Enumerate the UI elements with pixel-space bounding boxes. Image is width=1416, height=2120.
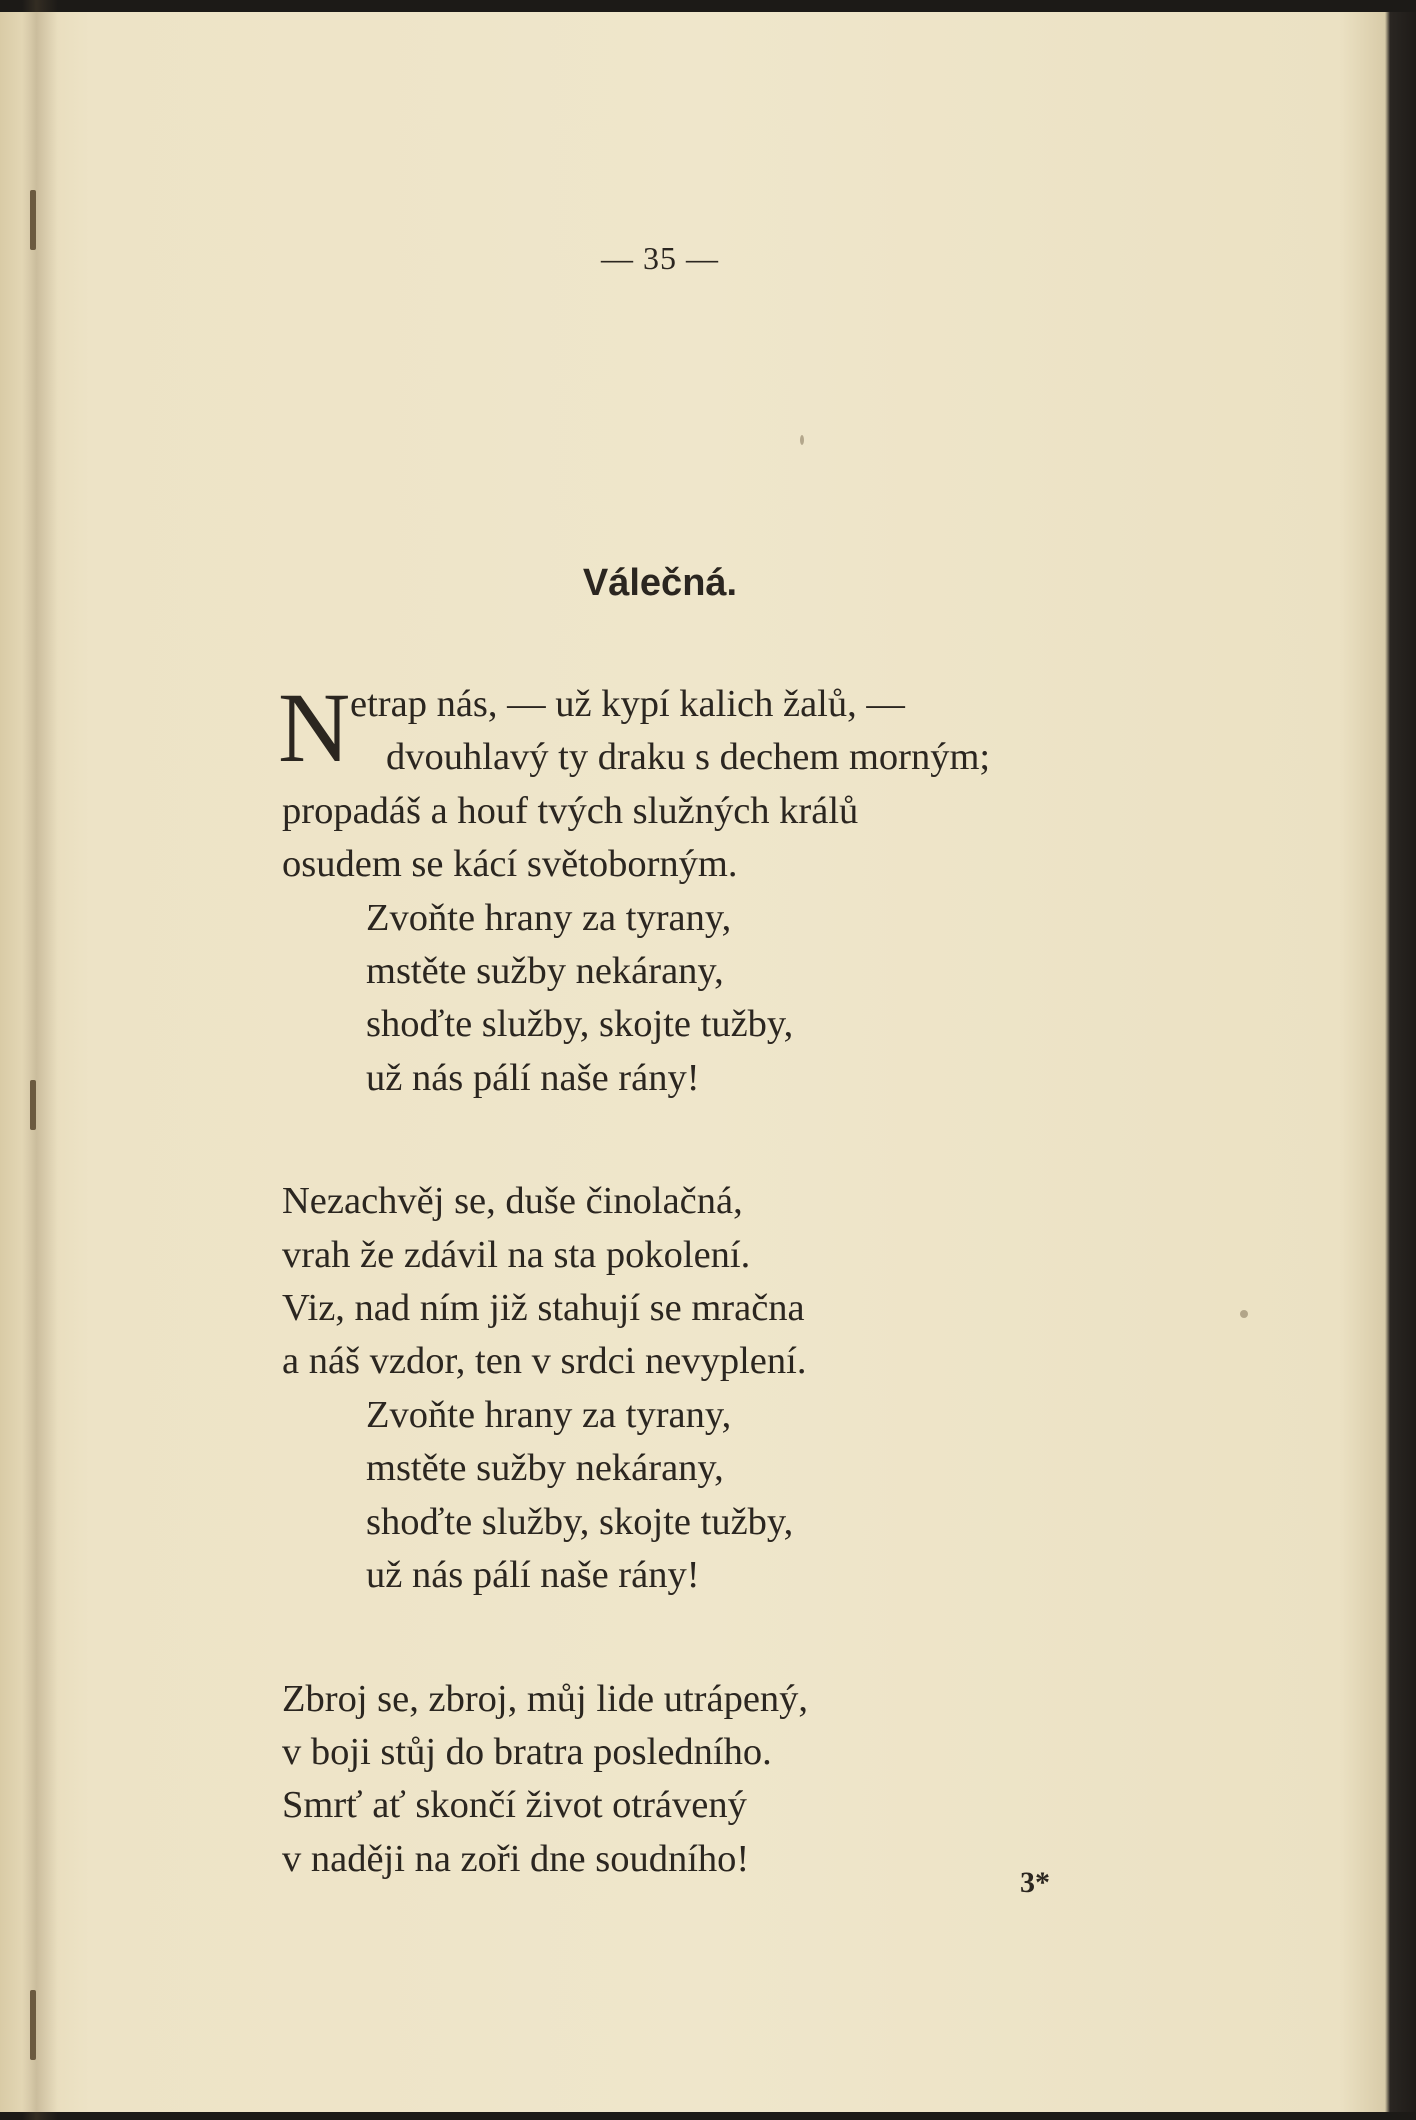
stanza-gap	[282, 1105, 990, 1175]
poem-line: Viz, nad ním již stahují se mračna	[282, 1287, 805, 1330]
refrain-line: mstěte sužby nekárany,	[366, 1447, 724, 1490]
refrain-line: shoďte služby, skojte tužby,	[366, 1003, 794, 1046]
poem-line: v naději na zoři dne soudního!	[282, 1837, 750, 1880]
paper-speck	[1240, 1310, 1248, 1318]
binding-thread	[30, 1080, 36, 1130]
poem-title: Válečná.	[582, 562, 738, 604]
poem-line: Nezachvěj se, duše činolačná,	[282, 1180, 743, 1223]
poem-line: dvouhlavý ty draku s dechem morným;	[386, 736, 991, 779]
refrain-line: Zvoňte hrany za tyrany,	[366, 1393, 732, 1436]
running-head-page-number: — 35 —	[601, 240, 719, 276]
poem-line: etrap nás, — už kypí kalich žalů, —	[350, 683, 905, 725]
poem-line: propadáš a houf tvých služných králů	[282, 789, 859, 832]
stanza-gap	[282, 1603, 990, 1673]
poem-line: a náš vzdor, ten v srdci nevyplení.	[282, 1340, 807, 1383]
stanza-3	[282, 1673, 990, 1887]
refrain-line: mstěte sužby nekárany,	[366, 950, 724, 993]
binding-gutter	[22, 0, 58, 2120]
poem-line: Zbroj se, zbroj, můj lide utrápený,	[282, 1677, 809, 1720]
refrain-line: už nás pálí naše rány!	[366, 1056, 700, 1099]
scan-top-edge	[0, 0, 1416, 12]
stanza-2	[282, 1175, 990, 1602]
stanza-1	[282, 678, 990, 1105]
poem-line: v boji stůj do bratra posledního.	[282, 1730, 772, 1773]
refrain-line: Zvoňte hrany za tyrany,	[366, 896, 732, 939]
poem-body	[282, 678, 990, 1886]
drop-cap: N	[278, 672, 351, 783]
signature-mark: 3*	[1020, 1866, 1050, 1899]
paper-speck	[800, 435, 804, 445]
poem-line: osudem se kácí světoborným.	[282, 843, 738, 886]
refrain-line: už nás pálí naše rány!	[366, 1554, 700, 1597]
poem-line: Smrť ať skončí život otrávený	[282, 1784, 747, 1827]
binding-thread	[30, 1990, 36, 2060]
scan-bottom-edge	[0, 2112, 1416, 2120]
poem-line: vrah že zdávil na sta pokolení.	[282, 1233, 751, 1276]
refrain-line: shoďte služby, skojte tužby,	[366, 1500, 794, 1543]
